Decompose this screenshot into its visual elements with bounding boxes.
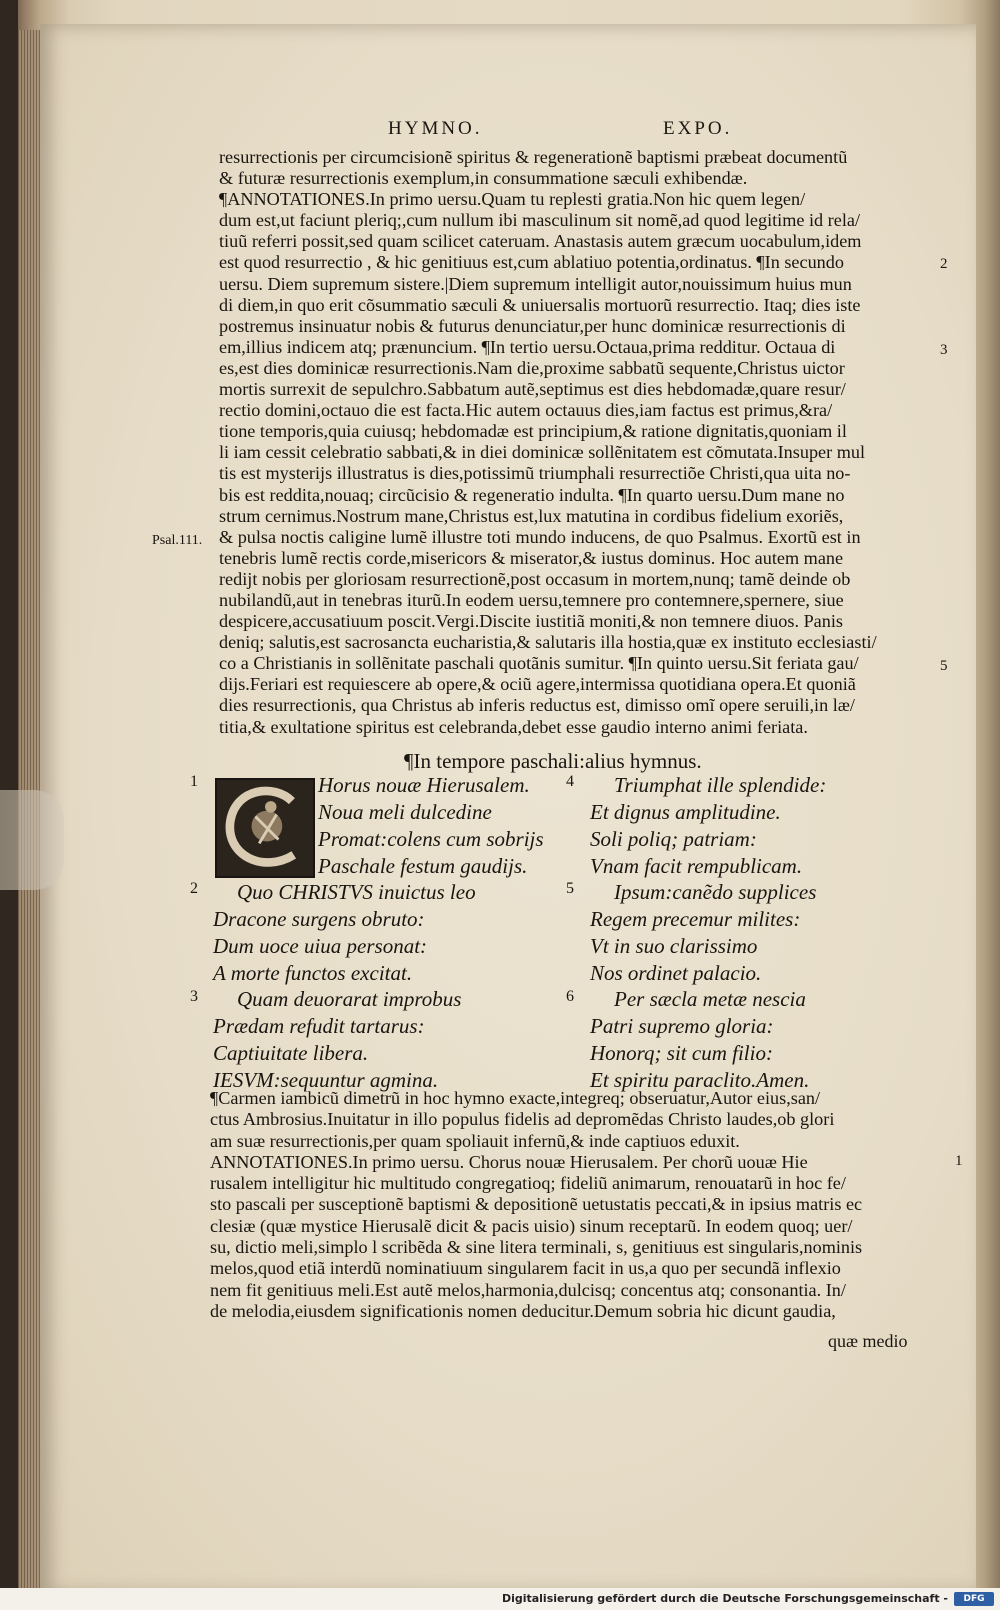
digitization-footer — [0, 1588, 1000, 1610]
verse-line: Captiuitate libera. — [213, 1041, 369, 1065]
verse-line: Et dignus amplitudine. — [590, 800, 781, 824]
text-line: ¶Carmen iambicũ dimetrũ in hoc hymno exacte,integreq; obseruatur,Autor eius,san/ — [210, 1088, 821, 1108]
margin-psalm-ref: Psal.111. — [152, 533, 203, 548]
verse-line: Dracone surgens obruto: — [213, 907, 425, 931]
margin-number: 1 — [955, 1153, 963, 1169]
text-line: strum cernimus.Nostrum mane,Christus est,lux matutina in cordibus fidelium exoriẽs, — [219, 505, 844, 526]
verse-line: Per sæcla metæ nescia — [614, 987, 806, 1011]
margin-number: 2 — [940, 256, 948, 272]
text-line: am suæ resurrectionis,per quam spoliauit infernũ,& inde captiuos eduxit. — [210, 1130, 740, 1151]
verse-line: Prædam refudit tartarus: — [213, 1014, 425, 1038]
text-line: nubilandũ,aut in tenebras iturũ.In eodem uersu,temnere pro contemnere,spernere, siue — [219, 589, 844, 610]
verse-line: Triumphat ille splendide: — [614, 773, 827, 797]
header-left: HYMNO. — [388, 118, 483, 139]
text-line: rectio domini,octauo die est facta.Hic autem octauus dies,iam factus est primus,&ra/ — [219, 400, 833, 421]
text-line: resurrectionis per circumcisionẽ spiritus & regenerationẽ baptismi præbeat documentũ — [219, 147, 848, 167]
margin-number: 5 — [940, 658, 948, 674]
stanza-number: 2 — [190, 880, 198, 897]
text-line: tione temporis,quia cuiusq; hebdomadæ est principium,& ratione dignitatis,quoniam il — [219, 421, 847, 442]
text-line: ANNOTATIONES.In primo uersu. Chorus nouæ Hierusalem. Per chorũ uouæ Hie — [210, 1151, 808, 1172]
verse-line: Promat:colens cum sobrijs — [318, 827, 544, 851]
verse-line: Noua meli dulcedine — [318, 800, 492, 824]
hymn-stanza-4 — [590, 772, 826, 880]
verse-line: Vnam facit rempublicam. — [590, 854, 803, 878]
text-line: titia,& exultatione spiritus est celebranda,debet esse gaudio interno animi feriata. — [219, 716, 808, 737]
text-line: sto pascali per susceptionẽ baptismi & depositionẽ uetustatis peccati,& in ipsius matris ec — [210, 1194, 863, 1215]
verse-line: Paschale festum gaudijs. — [318, 854, 528, 878]
text-line: dum est,ut faciunt pleriq;,cum nullum ibi masculinum sit nomẽ,ad quod legitime id rela/ — [219, 210, 860, 231]
text-line: de melodia,eiusdem significationis nomen deducitur.Demum sobria hic dicunt gaudia, — [210, 1300, 836, 1321]
text-line: mortis surrexit de sepulchro.Sabbatum autẽ,septimus est dies hebdomadæ,quare resur/ — [219, 379, 846, 400]
verse-line: Dum uoce uiua personat: — [213, 934, 428, 958]
text-line: tenebris lumẽ rectis corde,misericors & miserator,& iustus dominus. Hoc autem mane — [219, 547, 844, 568]
stanza-number: 3 — [190, 988, 198, 1005]
dfg-logo: DFG — [954, 1592, 994, 1606]
hymn-stanza-3 — [213, 986, 461, 1094]
text-line: redijt nobis per gloriosam resurrectionẽ,post occasum in mortem,nunq; tamẽ deinde ob — [219, 568, 851, 589]
stanza-number: 5 — [566, 880, 574, 897]
verse-line: Soli poliq; patriam: — [590, 827, 757, 851]
text-line: di diem,in quo erit cõsummatio sæculi & uniuersalis mortuorũ resurrectio. Itaq; dies iste — [219, 294, 861, 315]
footer-credit: Digitalisierung gefördert durch die Deutsche Forschungsgemeinschaft - — [501, 1592, 948, 1605]
text-line: bis est reddita,nouaq; circũcisio & regeneratio indulta. ¶In quarto uersu.Dum mane no — [219, 484, 845, 505]
commentary-text — [219, 147, 954, 738]
verse-line: A morte functos excitat. — [213, 961, 413, 985]
text-line: & futuræ resurrectionis exemplum,in consummatione sæculi exhibendæ. — [219, 168, 748, 189]
text-line: clesiæ (quæ mystice Hierusalẽ dicit & pacis uisio) sinum receptarũ. In eodem quoq; uer/ — [210, 1215, 853, 1236]
decorated-initial-c — [215, 778, 315, 878]
text-line: su, dictio meli,simplo l scribẽda & sine litera terminali, s, genitiuus est singularis,nominis — [210, 1237, 863, 1258]
verse-line: Nos ordinet palacio. — [590, 961, 762, 985]
text-line: ctus Ambrosius.Inuitatur in illo populus fidelis ad depromẽdas Christo laudes,ob glori — [210, 1109, 835, 1130]
catchword: quæ medio — [828, 1331, 908, 1351]
verse-line: Patri supremo gloria: — [590, 1014, 774, 1038]
text-line: melos,quod etiã interdũ nominatiuum singularem facit in us,a quo per secundã inflexio — [210, 1258, 841, 1279]
hymn-stanza-5 — [590, 879, 816, 987]
text-line: deniq; salutis,est sacrosancta eucharistia,& salutaris illa hostia,quæ ex instituto ecclesiasti/ — [219, 632, 877, 653]
stanza-number: 6 — [566, 988, 574, 1005]
margin-number: 3 — [940, 342, 948, 358]
stanza-number: 4 — [566, 773, 574, 790]
hymn-stanza-2 — [213, 879, 476, 987]
verse-line: IESVM:sequuntur agmina. — [213, 1068, 439, 1092]
verse-line: Regem precemur milites: — [590, 907, 801, 931]
hymn-stanza-1 — [318, 772, 544, 880]
text-line: es,est dies dominicæ resurrectionis.Nam die,proxime sabbatũ sequente,Christus uictor — [219, 357, 845, 378]
text-line: dies resurrectionis, qua Christus ab inferis reductus est, dimisso omĩ opere seruili,in læ/ — [219, 695, 855, 716]
verse-line: Ipsum:canẽdo supplices — [614, 880, 817, 904]
bookmark-strip — [0, 790, 64, 890]
text-line: li iam cessit celebratio sabbati,& in diei dominicæ sollẽnitatem est cõmutata.Insuper mul — [219, 442, 866, 463]
header-right: EXPO. — [663, 118, 733, 139]
text-line: postremus insinuatur nobis & futurus denunciatur,per hunc dominicæ resurrectionis di — [219, 315, 846, 336]
stanza-number: 1 — [190, 773, 198, 790]
text-line: em,illius indicem atq; prænuncium. ¶In tertio uersu.Octaua,prima redditur. Octaua di — [219, 336, 836, 357]
text-line: co a Christianis in sollẽnitate paschali quotãnis sumitur. ¶In quinto uersu.Sit feriata gau/ — [219, 653, 859, 674]
text-line: uersu. Diem supremum sistere.|Diem supremum intelligit autor,nouissimum huius mun — [219, 273, 852, 294]
text-line: tis est mysterijs illustratus is dies,potissimũ triumphali resurrectiõe Christi,qua uita no- — [219, 463, 851, 484]
verse-line: Vt in suo clarissimo — [590, 934, 758, 958]
text-line: tiuũ referri possit,sed quam scilicet cateruam. Anastasis autem græcum uocabulum,idem — [219, 231, 862, 252]
text-line: dijs.Feriari est requiescere ab opere,& ociũ agere,intermissa quotidiana opera.Et quoniã — [219, 674, 856, 695]
text-line: ¶ANNOTATIONES.In primo uersu.Quam tu replesti gratia.Non hic quem legen/ — [219, 189, 806, 210]
verse-line: Et spiritu paraclito.Amen. — [590, 1068, 810, 1092]
text-line: & pulsa noctis caligine lumẽ illustre toti mundo inducens, de quo Psalmus. Exortũ est in — [219, 526, 861, 547]
verse-line: Honorq; sit cum filio: — [590, 1041, 773, 1065]
verse-line: Quo CHRISTVS inuictus leo — [237, 880, 476, 904]
verse-line: Quam deuorarat improbus — [237, 987, 462, 1011]
section-heading: ¶In tempore paschali:alius hymnus. — [404, 749, 702, 773]
verse-line: Horus nouæ Hierusalem. — [318, 773, 530, 797]
hymn-stanza-6 — [590, 986, 809, 1094]
initial-c-icon — [217, 780, 313, 876]
text-line: rusalem intelligitur hic multitudo congregatioq; fideliũ animarum, renouatarũ in hoc fe/ — [210, 1173, 846, 1194]
annotation-text — [210, 1088, 955, 1322]
text-line: despicere,accusatiuum poscit.Vergi.Discite iustitiã moniti,& non temnere diuos. Panis — [219, 611, 843, 632]
text-line: nem fit genitiuus meli.Est autẽ melos,harmonia,dulcisq; concentus atq; consonantia. In/ — [210, 1279, 846, 1300]
text-line: est quod resurrectio , & hic genitiuus est,cum ablatiuo potentia,ordinatus. ¶In secundo — [219, 252, 844, 273]
